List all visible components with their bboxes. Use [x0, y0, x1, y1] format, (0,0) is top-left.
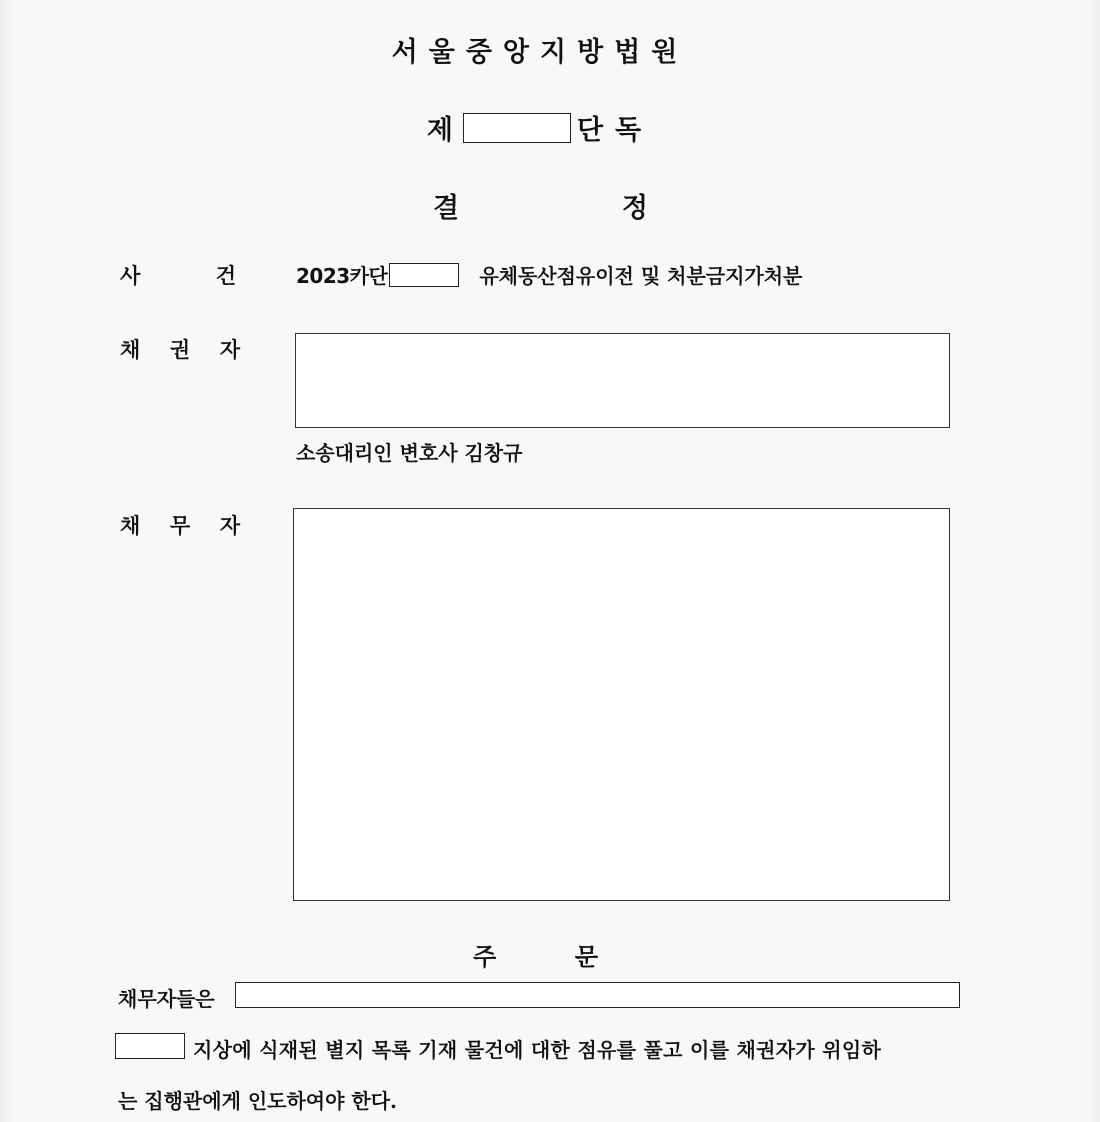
redacted-order-line1 [235, 982, 960, 1008]
order-line2: 지상에 식재된 별지 목록 기재 물건에 대한 점유를 풀고 이를 채권자가 위임하 [193, 1038, 882, 1062]
decision-title-left: 결 [433, 193, 460, 224]
case-label [120, 260, 236, 290]
scan-edge-left [0, 0, 16, 1122]
creditor-agent: 소송대리인 변호사 김창규 [296, 441, 523, 465]
creditor-label-char-3: 자 [219, 337, 240, 362]
order-title-left: 주 [473, 943, 497, 971]
creditor-label [120, 334, 240, 364]
division-line [0, 108, 1080, 147]
case-line [296, 260, 802, 289]
debtor-label-char-2: 무 [169, 513, 191, 538]
case-number-prefix: 2023카단 [296, 264, 388, 288]
debtor-label-char-1: 채 [120, 513, 141, 538]
order-line1-prefix: 채무자들은 [118, 987, 215, 1011]
redacted-case-number [389, 263, 459, 287]
redacted-debtor-box [293, 508, 950, 901]
order-line3: 는 집행관에게 인도하여야 한다. [118, 1089, 398, 1113]
creditor-label-char-2: 권 [169, 337, 191, 362]
case-name: 유체동산점유이전 및 처분금지가처분 [479, 264, 803, 288]
creditor-label-char-1: 채 [120, 337, 141, 362]
redacted-location [115, 1033, 185, 1059]
case-label-char-2: 건 [215, 263, 236, 288]
debtor-label [120, 510, 240, 540]
redacted-division-number [463, 113, 571, 143]
order-title-right: 문 [574, 943, 598, 971]
decision-title [433, 186, 648, 225]
debtor-label-char-3: 자 [219, 513, 240, 538]
court-name: 서울중앙지방법원 [391, 37, 689, 68]
decision-title-right: 정 [621, 193, 648, 224]
scan-edge-right [1084, 0, 1100, 1122]
order-title [473, 937, 598, 972]
division-suffix: 단독 [576, 115, 654, 146]
division-prefix: 제 [426, 115, 453, 146]
case-label-char-1: 사 [120, 263, 141, 288]
redacted-creditor-box [295, 333, 950, 428]
